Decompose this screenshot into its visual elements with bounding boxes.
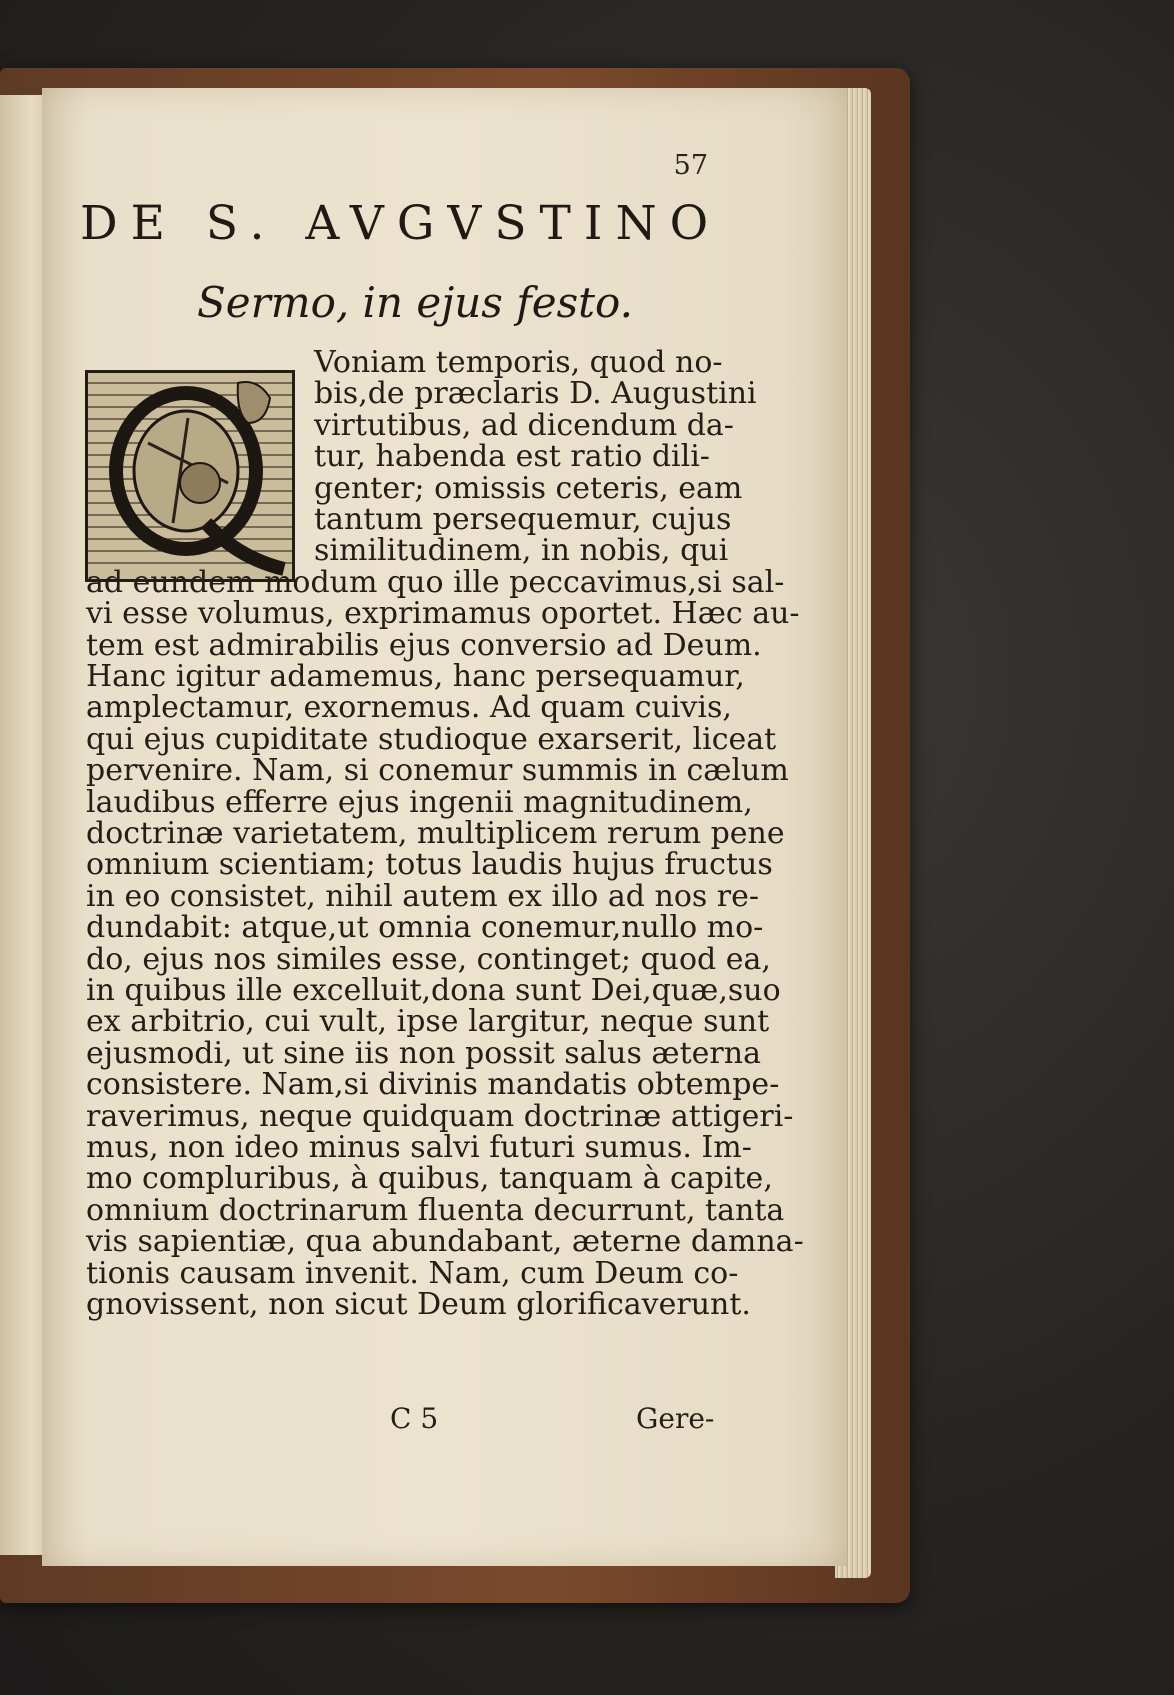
page-number: 57 [673, 150, 708, 181]
text-line: in eo consistet, nihil autem ex illo ad nos re- [86, 878, 760, 914]
text-line: pervenire. Nam, si conemur summis in cælum [86, 753, 789, 789]
page-subtitle: Sermo, in ejus festo. [197, 278, 633, 327]
text-line: omnium doctrinarum fluenta decurrunt, tanta [86, 1192, 785, 1228]
text-line: omnium scientiam; totus laudis hujus fructus [86, 847, 773, 883]
page-title: DE S. AVGVSTINO [80, 196, 722, 251]
text-line: ad eundem modum quo ille peccavimus,si sal- [86, 564, 785, 600]
woodcut-illustration-icon [88, 373, 292, 579]
text-line: raverimus, neque quidquam doctrinæ attigeri- [86, 1098, 794, 1134]
text-line: mus, non ideo minus salvi futuri sumus. Im- [86, 1130, 752, 1165]
text-line: similitudinem, in nobis, qui [314, 533, 729, 569]
text-line: tem est admirabilis ejus conversio ad Deum. [86, 627, 762, 663]
text-line: Voniam temporis, quod no- [314, 345, 723, 380]
text-line: in quibus ille excelluit,dona sunt Dei,quæ,suo [86, 973, 781, 1008]
text-line: amplectamur, exornemus. Ad quam cuivis, [86, 690, 732, 726]
text-line: consistere. Nam,si divinis mandatis obtempe- [86, 1067, 780, 1103]
text-line: do, ejus nos similes esse, continget; quod ea, [86, 941, 771, 977]
text-line: doctrinæ varietatem, multiplicem rerum pene [86, 816, 785, 851]
text-line: vis sapientiæ, qua abundabant, æterne damna- [86, 1224, 804, 1260]
signature-mark: C 5 [390, 1402, 439, 1435]
text-line: mo compluribus, à quibus, tanquam à capite, [86, 1161, 773, 1197]
decorated-initial-q [85, 370, 295, 582]
text-line: ejusmodi, ut sine iis non possit salus æterna [86, 1035, 761, 1071]
text-line: tantum persequemur, cujus [314, 502, 732, 537]
text-line: Hanc igitur adamemus, hanc persequamur, [86, 659, 745, 694]
text-line: dundabit: atque,ut omnia conemur,nullo mo- [86, 910, 764, 946]
text-line: virtutibus, ad dicendum da- [314, 407, 734, 443]
text-line: genter; omissis ceteris, eam [314, 470, 743, 506]
text-line: bis,de præclaris D. Augustini [314, 376, 757, 412]
text-line: tur, habenda est ratio dili- [314, 439, 710, 475]
text-line: gnovissent, non sicut Deum glorificaverunt. [86, 1287, 751, 1322]
catchword: Gere- [636, 1402, 715, 1435]
text-line: ex arbitrio, cui vult, ipse largitur, neque sunt [86, 1004, 770, 1040]
text-line: laudibus efferre ejus ingenii magnitudinem, [86, 784, 753, 820]
text-line: tionis causam invenit. Nam, cum Deum co- [86, 1255, 739, 1291]
text-line: qui ejus cupiditate studioque exarserit, liceat [86, 721, 777, 757]
text-line: vi esse volumus, exprimamus oportet. Hæc au- [86, 596, 800, 632]
